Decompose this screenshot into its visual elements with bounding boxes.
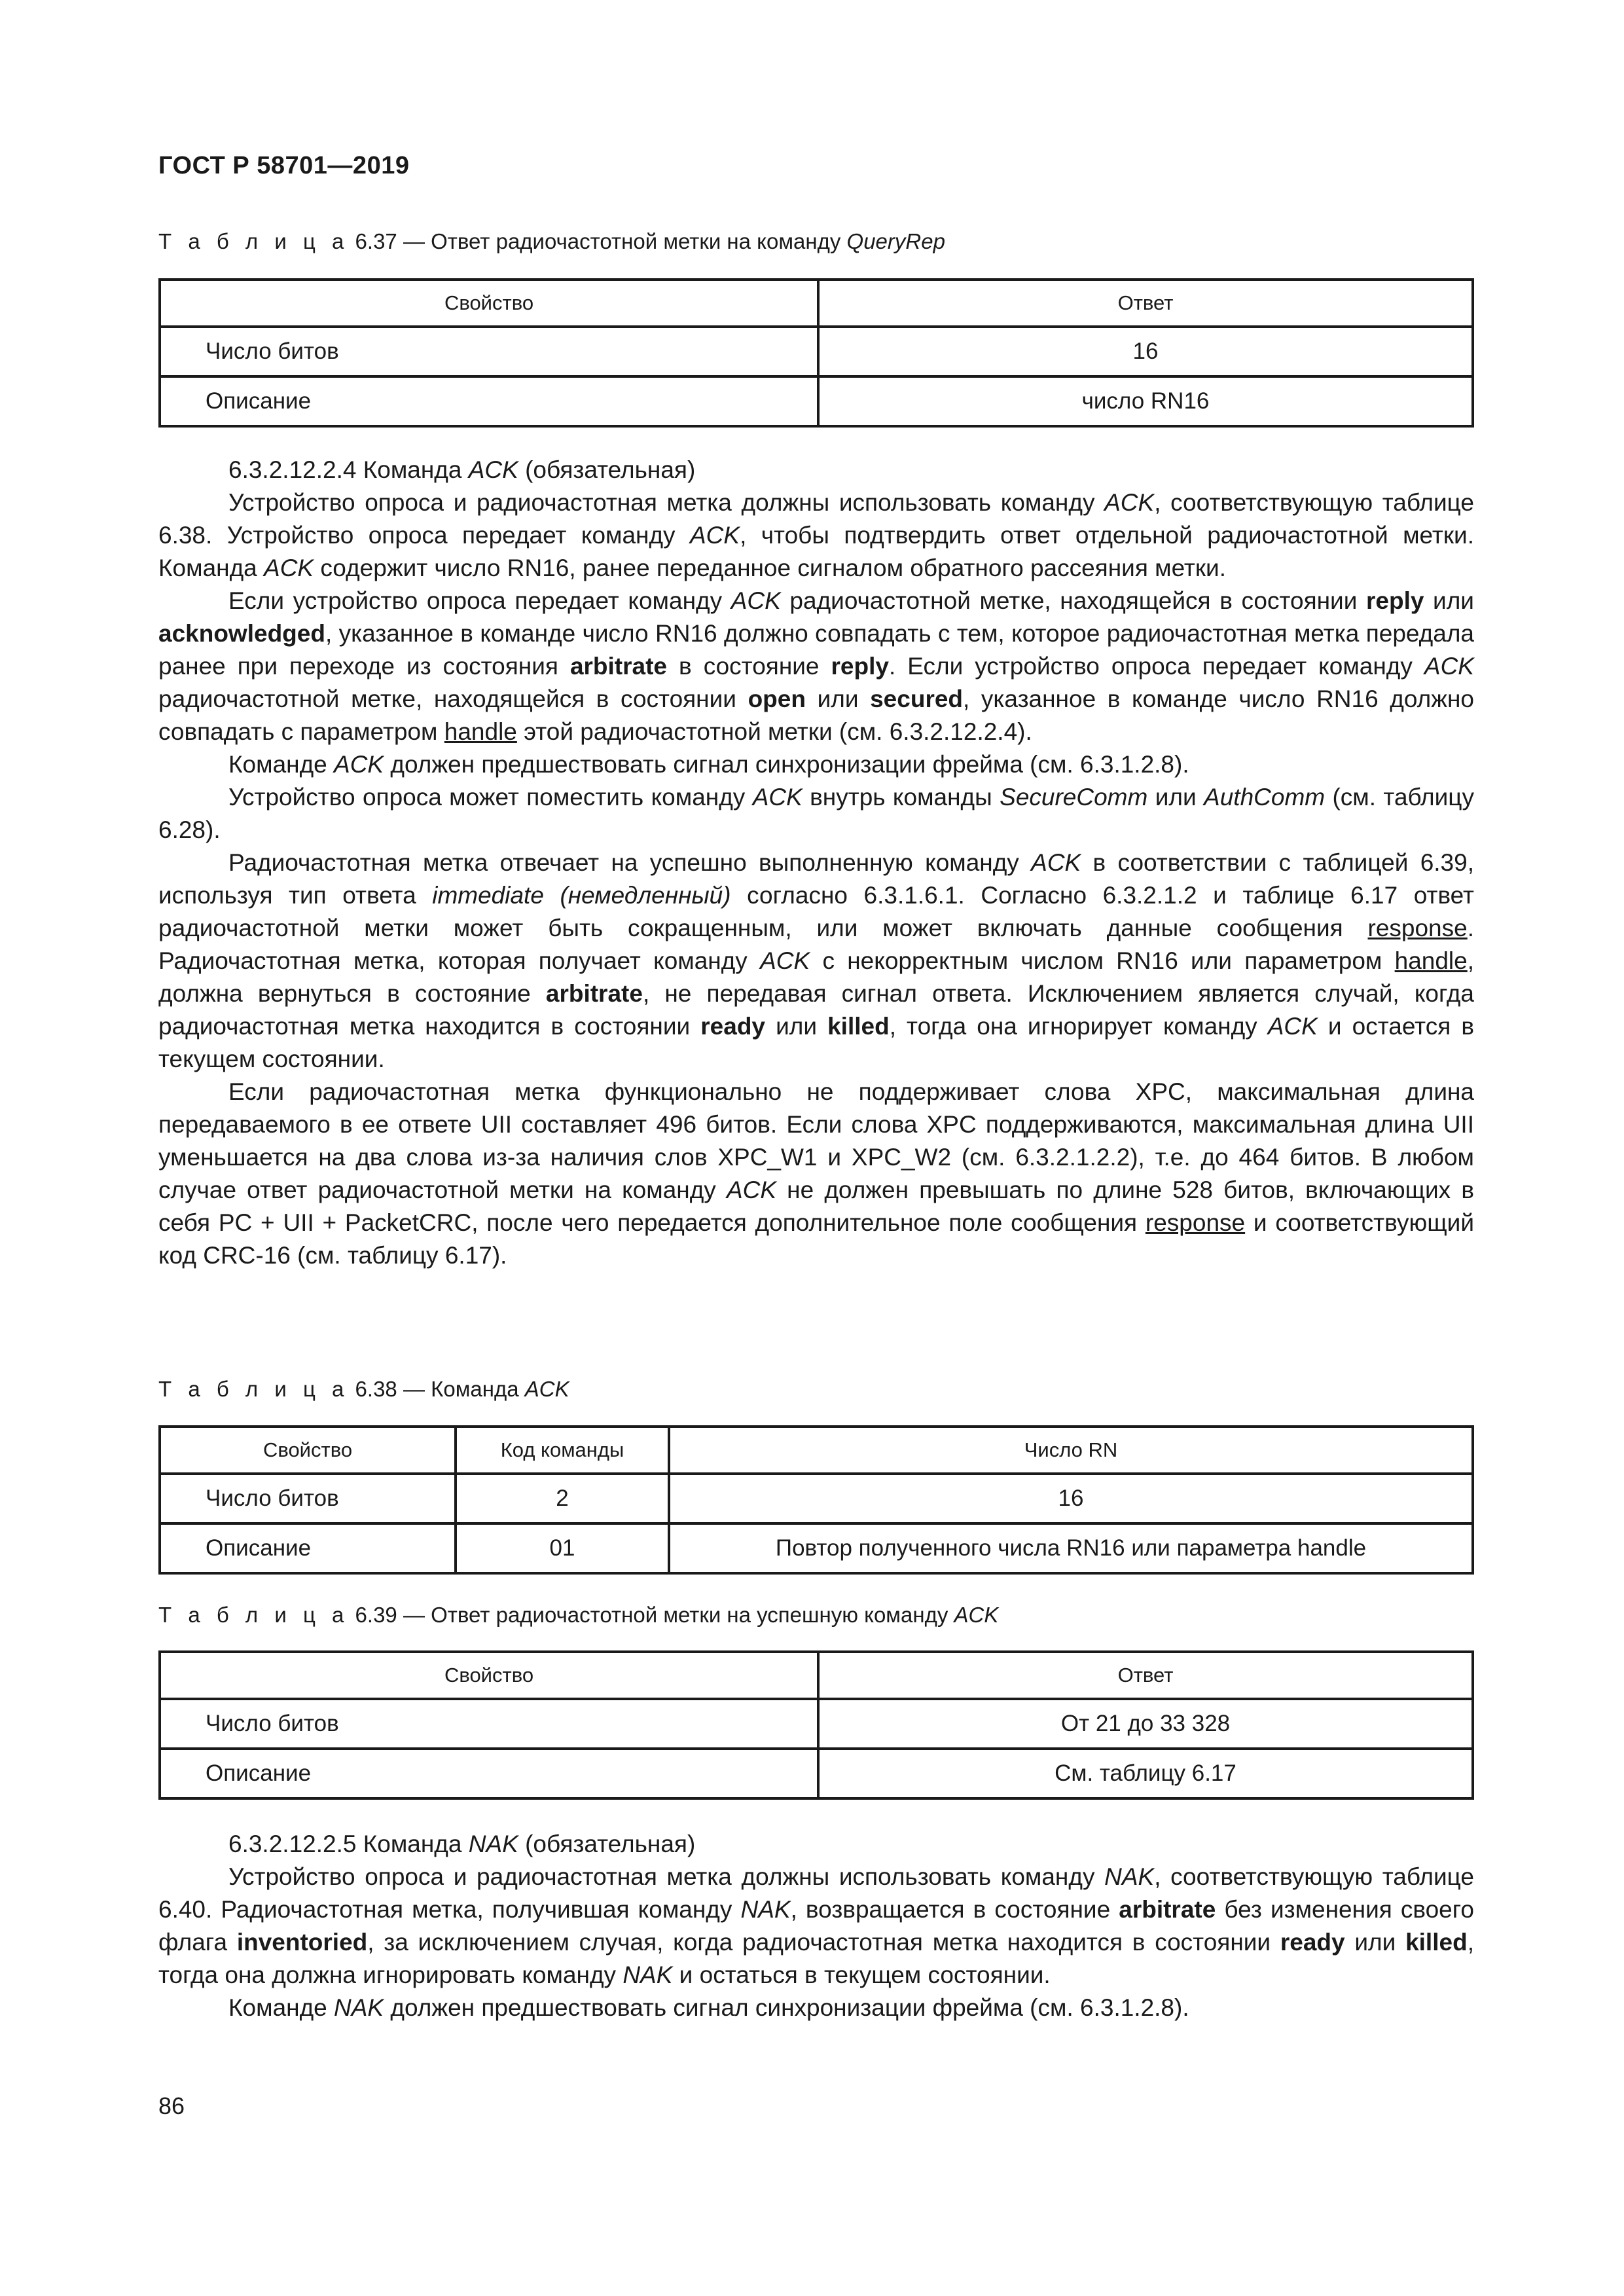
table-header-row (160, 280, 1473, 327)
paragraph: Устройство опроса и радиочастотная метка должны использовать команду NAK, соответствующую таблице 6.40. Радиочастотная метка, получившая команду NAK, возвращается в состояние arbitrate без изменения своего флага inventoried, за исключением случая, когда радиочастотная метка находится в состоянии ready или killed, тогда она должна игнорировать команду NAK и остаться в текущем состоянии. (158, 1863, 1475, 1988)
paragraph: Команде NAK должен предшествовать сигнал синхронизации фрейма (см. 6.3.1.2.8). (228, 1994, 1189, 2021)
cell-answer: число RN16 (818, 376, 1473, 426)
table-6-39 (158, 1650, 1474, 1800)
table-row (160, 376, 1473, 426)
table-row (160, 1474, 1473, 1523)
header-property: Свойство (160, 1652, 818, 1699)
cell-answer: 16 (818, 327, 1473, 376)
paragraph: Радиочастотная метка отвечает на успешно выполненную команду ACK в соответствии с таблицей 6.39, используя тип ответа immediate (немедленный) согласно 6.3.1.6.1. Согласно 6.3.2.1.2 и таблице 6.17 ответ радиочастотной метки может быть сокращенным, или может включать данные сообщения response. Радиочастотная метка, которая получает команду ACK с некорректным числом RN16 или параметром handle, должна вернуться в состояние arbitrate, не передавая сигнал ответа. Исключением является случай, когда радиочастотная метка находится в состоянии ready или killed, тогда она игнорирует команду ACK и остается в текущем состоянии. (158, 849, 1475, 1072)
caption-label: Т а б л и ц а (158, 229, 350, 253)
header-property: Свойство (160, 1427, 456, 1474)
caption-label: Т а б л и ц а (158, 1603, 350, 1627)
table-6-37 (158, 278, 1474, 428)
table-header-row (160, 1427, 1473, 1474)
caption-text: 6.37 — Ответ радиочастотной метки на команду (355, 229, 847, 253)
page-number: 86 (158, 2092, 185, 2119)
header-answer: Ответ (818, 280, 1473, 327)
table-row (160, 1523, 1473, 1573)
paragraph: Команде ACK должен предшествовать сигнал синхронизации фрейма (см. 6.3.1.2.8). (228, 751, 1189, 778)
paragraph: Если радиочастотная метка функционально не поддерживает слова XPC, максимальная длина передаваемого в ее ответе UII составляет 496 битов. Если слова XPC поддерживаются, максимальная длина UII уменьшается на два слова из-за наличия слов XPC_W1 и XPC_W2 (см. 6.3.2.1.2.2), т.е. до 464 битов. В любом случае ответ радиочастотной метки на команду ACK не должен превышать по длине 528 битов, включающих в себя PC + UII + PacketCRC, после чего передается дополнительное поле сообщения response и соответствующий код CRC-16 (см. таблицу 6.17). (158, 1078, 1474, 1269)
cell-property: Число битов (160, 1474, 456, 1523)
cell-code: 2 (456, 1474, 669, 1523)
cell-rn: Повтор полученного числа RN16 или параметра handle (669, 1523, 1473, 1573)
header-answer: Ответ (818, 1652, 1473, 1699)
table-row (160, 1699, 1473, 1749)
cell-code: 01 (456, 1523, 669, 1573)
caption-text: 6.39 — Ответ радиочастотной метки на успешную команду (355, 1603, 954, 1627)
section-nak (158, 1828, 1474, 2024)
paragraph: Если устройство опроса передает команду ACK радиочастотной метке, находящейся в состоянии reply или acknowledged, указанное в команде число RN16 должно совпадать с тем, которое радиочастотная метка передала ранее при переходе из состояния arbitrate в состояние reply. Если устройство опроса передает команду ACK радиочастотной метке, находящейся в состоянии open или secured, указанное в команде число RN16 должно совпадать с параметром handle этой радиочастотной метки (см. 6.3.2.12.2.4). (158, 587, 1474, 745)
paragraph: Устройство опроса может поместить команду ACK внутрь команды SecureComm или AuthComm (см. таблицу 6.28). (158, 784, 1474, 843)
paragraph: Устройство опроса и радиочастотная метка должны использовать команду ACK, соответствующую таблице 6.38. Устройство опроса передает команду ACK, чтобы подтвердить ответ отдельной радиочастотной метки. Команда ACK содержит число RN16, ранее переданное сигналом обратного рассеяния метки. (158, 489, 1475, 581)
caption-label: Т а б л и ц а (158, 1377, 350, 1401)
header-code: Код команды (456, 1427, 669, 1474)
table-6-39-caption (158, 1603, 998, 1628)
cell-rn: 16 (669, 1474, 1473, 1523)
cell-property: Число битов (160, 327, 818, 376)
cell-property: Число битов (160, 1699, 818, 1749)
table-6-37-caption (158, 229, 945, 254)
section-heading: 6.3.2.12.2.4 Команда ACK (обязательная) (228, 456, 696, 483)
cell-property: Описание (160, 376, 818, 426)
cell-answer: От 21 до 33 328 (818, 1699, 1473, 1749)
table-header-row (160, 1652, 1473, 1699)
caption-text: 6.38 — Команда (355, 1377, 525, 1401)
caption-command: ACK (524, 1377, 569, 1401)
table-row (160, 1749, 1473, 1798)
table-row (160, 327, 1473, 376)
cell-answer: См. таблицу 6.17 (818, 1749, 1473, 1798)
section-heading: 6.3.2.12.2.5 Команда NAK (обязательная) (228, 1831, 696, 1857)
cell-property: Описание (160, 1523, 456, 1573)
caption-command: ACK (954, 1603, 999, 1627)
section-ack (158, 454, 1474, 1272)
table-6-38-caption (158, 1377, 569, 1402)
caption-command: QueryRep (846, 229, 945, 253)
header-rn: Число RN (669, 1427, 1473, 1474)
cell-property: Описание (160, 1749, 818, 1798)
table-6-38 (158, 1425, 1474, 1575)
header-property: Свойство (160, 280, 818, 327)
document-id-header: ГОСТ Р 58701—2019 (158, 152, 410, 179)
